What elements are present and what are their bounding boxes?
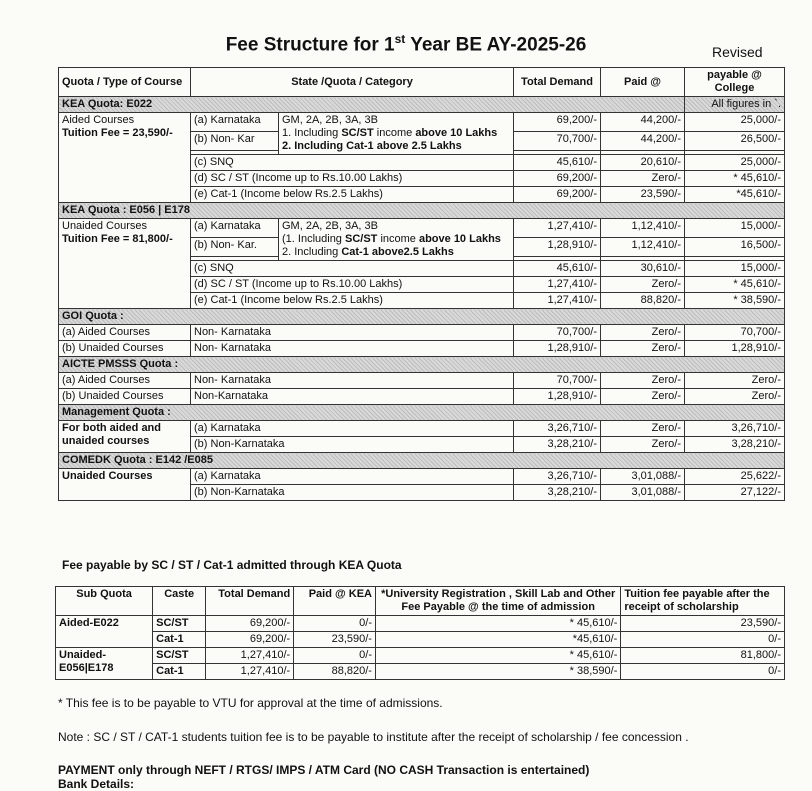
- total-demand: 1,27,410/-: [514, 293, 601, 309]
- paid-amount: Zero/-: [601, 171, 685, 187]
- sub-quota: Unaided- E056|E178: [56, 648, 153, 680]
- col-header-paid: Paid @: [601, 68, 685, 97]
- bank-details-heading: Bank Details:: [58, 777, 135, 791]
- table-row: [59, 219, 785, 238]
- total-demand: 70,700/-: [514, 132, 601, 151]
- total-demand: 3,26,710/-: [514, 469, 601, 485]
- total-demand: 69,200/-: [514, 171, 601, 187]
- table-row: [59, 113, 785, 132]
- total-demand: 69,200/-: [514, 113, 601, 132]
- table-row: [56, 648, 785, 664]
- table-row: [59, 325, 785, 341]
- paid-kea: 0/-: [294, 648, 376, 664]
- paid-amount: 1,12,410/-: [601, 238, 685, 257]
- total-demand: 3,28,210/-: [514, 485, 601, 501]
- section-kea-e022: [59, 97, 785, 113]
- state-cell: Non- Karnataka: [191, 373, 514, 389]
- payable-amount: 3,26,710/-: [685, 421, 785, 437]
- paid-amount: Zero/-: [601, 373, 685, 389]
- state-cell: Non- Karnataka: [191, 341, 514, 357]
- total-demand: 45,610/-: [514, 261, 601, 277]
- state-karnataka: (a) Karnataka: [191, 421, 514, 437]
- state-cell: Non- Karnataka: [191, 325, 514, 341]
- tuition-fee: Tuition Fee = 23,590/-: [62, 127, 173, 139]
- section-title: AICTE PMSSS Quota :: [59, 357, 785, 373]
- paid-kea: 23,590/-: [294, 632, 376, 648]
- total-demand: 69,200/-: [514, 187, 601, 203]
- section-management: [59, 405, 785, 421]
- section-kea-e056: [59, 203, 785, 219]
- state-karnataka: (a) Karnataka: [191, 469, 514, 485]
- table-row: [56, 632, 785, 648]
- total-demand: 3,28,210/-: [514, 437, 601, 453]
- category-sc-st: (d) SC / ST (Income up to Rs.10.00 Lakhs): [191, 277, 514, 293]
- course-type: (a) Aided Courses: [59, 325, 191, 341]
- table-row: [59, 389, 785, 405]
- category-snq: (c) SNQ: [191, 261, 514, 277]
- course-type: For both aided and unaided courses: [59, 421, 191, 453]
- state-non-karnataka: (b) Non- Kar: [191, 132, 279, 151]
- payable-amount: 1,28,910/-: [685, 341, 785, 357]
- col-header-quota: Quota / Type of Course: [59, 68, 191, 97]
- paid-amount: 44,200/-: [601, 132, 685, 151]
- section-aicte: [59, 357, 785, 373]
- scholarship-note: Note : SC / ST / CAT-1 students tuition fee is to be payable to institute after the receipt of scholarship / fee concession .: [58, 730, 689, 744]
- tuition-fee: Tuition Fee = 81,800/-: [62, 233, 173, 245]
- tuition-after: 23,590/-: [621, 616, 785, 632]
- category-cell: [279, 219, 514, 261]
- paid-amount: 20,610/-: [601, 155, 685, 171]
- payable-amount: 3,28,210/-: [685, 437, 785, 453]
- state-karnataka: (a) Karnataka: [191, 113, 279, 132]
- state-cell: Non-Karnataka: [191, 389, 514, 405]
- col-header-state: State /Quota / Category: [191, 68, 514, 97]
- col-header-paid-kea: Paid @ KEA: [294, 587, 376, 616]
- col-header-sub-quota: Sub Quota: [56, 587, 153, 616]
- section-comedk: [59, 453, 785, 469]
- payable-amount: 70,700/-: [685, 325, 785, 341]
- table-row: [59, 469, 785, 485]
- total-demand: 69,200/-: [206, 632, 294, 648]
- course-type: (a) Aided Courses: [59, 373, 191, 389]
- total-demand: 1,27,410/-: [514, 219, 601, 238]
- payable-amount: * 45,610/-: [685, 171, 785, 187]
- col-header-caste: Caste: [153, 587, 206, 616]
- caste: Cat-1: [153, 664, 206, 680]
- paid-amount: Zero/-: [601, 389, 685, 405]
- col-header-payable: payable @ College: [685, 68, 785, 97]
- state-non-karnataka: (b) Non- Kar.: [191, 238, 279, 257]
- paid-amount: Zero/-: [601, 325, 685, 341]
- total-demand: 70,700/-: [514, 325, 601, 341]
- total-demand: 69,200/-: [206, 616, 294, 632]
- state-karnataka: (a) Karnataka: [191, 219, 279, 238]
- total-demand: 1,28,910/-: [514, 389, 601, 405]
- category-list: GM, 2A, 2B, 3A, 3B: [282, 114, 378, 126]
- inclusion-1: (1. Including SC/ST income above 10 Lakhs: [282, 233, 501, 245]
- sc-table-header-row: [56, 587, 785, 616]
- section-title: Management Quota :: [59, 405, 785, 421]
- university-fee: * 45,610/-: [375, 616, 620, 632]
- total-demand: 1,27,410/-: [206, 664, 294, 680]
- university-fee: * 38,590/-: [375, 664, 620, 680]
- payable-amount: 25,000/-: [685, 113, 785, 132]
- payable-amount: Zero/-: [685, 373, 785, 389]
- payable-amount: 25,622/-: [685, 469, 785, 485]
- payment-notice: PAYMENT only through NEFT / RTGS/ IMPS / ATM Card (NO CASH Transaction is entertained): [58, 763, 590, 777]
- caste: SC/ST: [153, 648, 206, 664]
- category-cell: [279, 113, 514, 155]
- page-title: Fee Structure for 1st Year BE AY-2025-26: [225, 32, 587, 56]
- course-type: (b) Unaided Courses: [59, 341, 191, 357]
- university-fee: *45,610/-: [375, 632, 620, 648]
- payable-amount: Zero/-: [685, 389, 785, 405]
- payable-amount: * 38,590/-: [685, 293, 785, 309]
- total-demand: 1,28,910/-: [514, 341, 601, 357]
- course-type: Unaided Courses: [59, 469, 191, 501]
- paid-amount: 3,01,088/-: [601, 485, 685, 501]
- paid-amount: 88,820/-: [601, 293, 685, 309]
- payable-amount: * 45,610/-: [685, 277, 785, 293]
- total-demand: 70,700/-: [514, 373, 601, 389]
- paid-amount: Zero/-: [601, 341, 685, 357]
- payable-amount: 26,500/-: [685, 132, 785, 151]
- paid-kea: 88,820/-: [294, 664, 376, 680]
- category-cat1: (e) Cat-1 (Income below Rs.2.5 Lakhs): [191, 293, 514, 309]
- table-row: [56, 664, 785, 680]
- inclusion-2: 2. Including Cat-1 above 2.5 Lakhs: [282, 140, 462, 152]
- col-header-total: Total Demand: [206, 587, 294, 616]
- course-type: Aided Courses: [62, 114, 135, 126]
- course-type: (b) Unaided Courses: [59, 389, 191, 405]
- category-list: GM, 2A, 2B, 3A, 3B: [282, 220, 378, 232]
- payable-amount: *45,610/-: [685, 187, 785, 203]
- payable-amount: 27,122/-: [685, 485, 785, 501]
- university-fee: * 45,610/-: [375, 648, 620, 664]
- table-header-row: [59, 68, 785, 97]
- total-demand: 3,26,710/-: [514, 421, 601, 437]
- category-snq: (c) SNQ: [191, 155, 514, 171]
- total-demand: 45,610/-: [514, 155, 601, 171]
- course-type: Unaided Courses: [62, 220, 147, 232]
- paid-amount: Zero/-: [601, 437, 685, 453]
- section-title: KEA Quota: E022: [59, 97, 685, 113]
- paid-kea: 0/-: [294, 616, 376, 632]
- table-row: [59, 341, 785, 357]
- table-row: [59, 421, 785, 437]
- course-type-cell: [59, 219, 191, 309]
- col-header-total: Total Demand: [514, 68, 601, 97]
- payable-amount: 25,000/-: [685, 155, 785, 171]
- category-sc-st: (d) SC / ST (Income up to Rs.10.00 Lakhs): [191, 171, 514, 187]
- state-non-karnataka: (b) Non-Karnataka: [191, 437, 514, 453]
- total-demand: 1,27,410/-: [514, 277, 601, 293]
- total-demand: 1,27,410/-: [206, 648, 294, 664]
- section-goi: [59, 309, 785, 325]
- payable-amount: 15,000/-: [685, 261, 785, 277]
- sc-st-fee-table: [55, 586, 785, 680]
- paid-amount: 30,610/-: [601, 261, 685, 277]
- tuition-after: 81,800/-: [621, 648, 785, 664]
- inclusion-2: 2. Including Cat-1 above2.5 Lakhs: [282, 246, 454, 258]
- paid-amount: 1,12,410/-: [601, 219, 685, 238]
- section-title: COMEDK Quota : E142 /E085: [59, 453, 785, 469]
- tuition-after: 0/-: [621, 664, 785, 680]
- figures-note: All figures in `.: [685, 97, 785, 113]
- section-title: KEA Quota : E056 | E178: [59, 203, 785, 219]
- paid-amount: Zero/-: [601, 421, 685, 437]
- payable-amount: 16,500/-: [685, 238, 785, 257]
- tuition-after: 0/-: [621, 632, 785, 648]
- caste: Cat-1: [153, 632, 206, 648]
- course-type-cell: [59, 113, 191, 203]
- col-header-tuition-after: Tuition fee payable after the receipt of scholarship: [621, 587, 785, 616]
- paid-amount: 23,590/-: [601, 187, 685, 203]
- table-row: [59, 373, 785, 389]
- revised-label: Revised: [712, 44, 763, 60]
- sub-quota: Aided-E022: [56, 616, 153, 648]
- section-title: GOI Quota :: [59, 309, 785, 325]
- fee-structure-table: [58, 67, 785, 501]
- total-demand: 1,28,910/-: [514, 238, 601, 257]
- sc-table-title: Fee payable by SC / ST / Cat-1 admitted through KEA Quota: [62, 558, 402, 572]
- category-cat1: (e) Cat-1 (Income below Rs.2.5 Lakhs): [191, 187, 514, 203]
- paid-amount: 3,01,088/-: [601, 469, 685, 485]
- inclusion-1: 1. Including SC/ST income above 10 Lakhs: [282, 127, 498, 139]
- paid-amount: Zero/-: [601, 277, 685, 293]
- state-non-karnataka: (b) Non-Karnataka: [191, 485, 514, 501]
- payable-amount: 15,000/-: [685, 219, 785, 238]
- paid-amount: 44,200/-: [601, 113, 685, 132]
- table-row: [56, 616, 785, 632]
- vtu-footnote: * This fee is to be payable to VTU for approval at the time of admissions.: [58, 696, 443, 710]
- caste: SC/ST: [153, 616, 206, 632]
- col-header-university-fee: *University Registration , Skill Lab and Other Fee Payable @ the time of admission: [375, 587, 620, 616]
